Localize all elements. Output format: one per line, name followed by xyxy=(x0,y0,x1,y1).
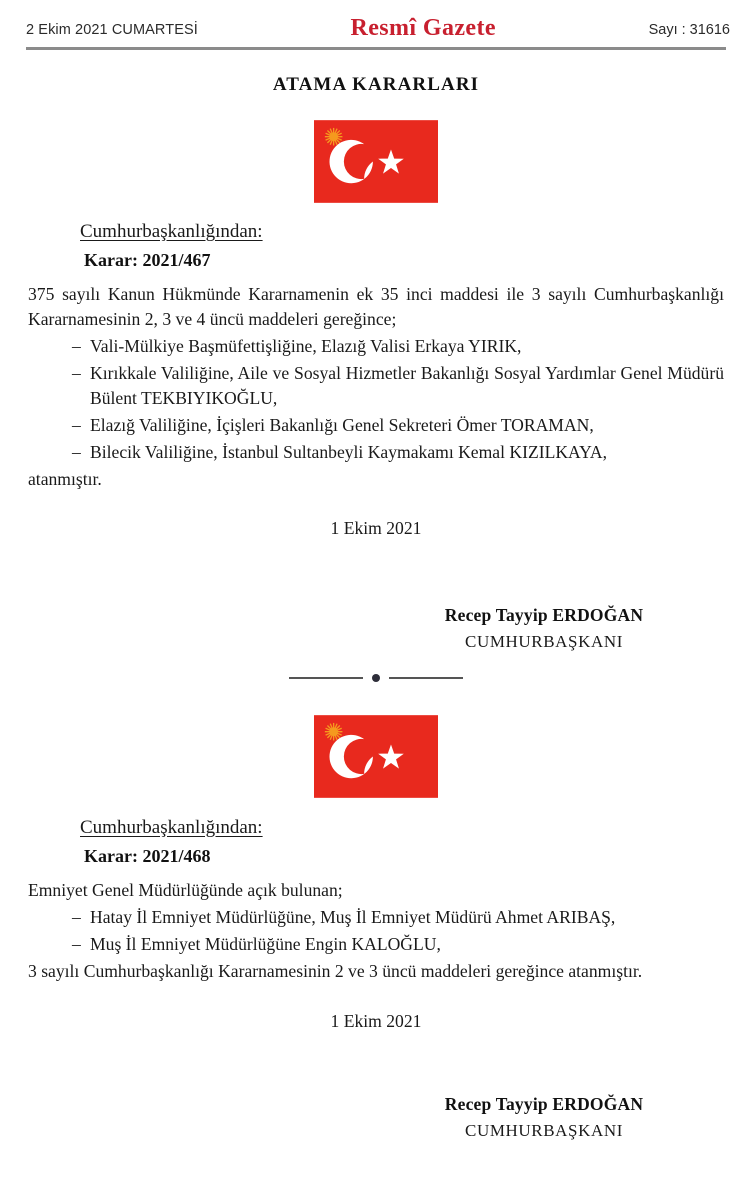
decree-date-1: 1 Ekim 2021 xyxy=(330,517,422,538)
masthead-issue-number: Sayı : 31616 xyxy=(648,22,730,38)
list-item-label: Hatay İl Emniyet Müdürlüğüne, Muş İl Emniyet Müdürü Ahmet ARIBAŞ, xyxy=(90,906,616,927)
sun-emblem xyxy=(325,723,343,741)
list-item-label: Muş İl Emniyet Müdürlüğüne Engin KALOĞLU, xyxy=(90,933,441,954)
decree-intro-1: 375 sayılı Kanun Hükmünde Kararnamenin ek 35 inci maddesi ile 3 sayılı Cumhurbaşkanlığı Kararnamesinin 2, 3 ve 4 üncü maddeleri gereğince; xyxy=(28,284,724,329)
list-item xyxy=(28,440,724,465)
turkish-flag-icon xyxy=(314,715,438,798)
signatory-name-2: Recep Tayyip ERDOĞAN xyxy=(444,1093,644,1114)
dash-bullet-icon: – xyxy=(72,933,81,954)
list-item-label: Bilecik Valiliğine, İstanbul Sultanbeyli Kaymakamı Kemal KIZILKAYA, xyxy=(90,441,607,462)
flag-container-2 xyxy=(0,715,752,798)
dash-bullet-icon: – xyxy=(72,414,81,435)
list-item-label: Elazığ Valiliğine, İçişleri Bakanlığı Genel Sekreteri Ömer TORAMAN, xyxy=(90,414,594,435)
dash-bullet-icon: – xyxy=(72,335,81,356)
decision-number-1: Karar: 2021/467 xyxy=(84,250,211,270)
divider-bar-right xyxy=(389,677,463,680)
section-divider xyxy=(0,674,752,682)
masthead-date: 2 Ekim 2021 CUMARTESİ xyxy=(26,22,198,38)
signature-block-2 xyxy=(394,1094,694,1141)
appointment-list-2 xyxy=(28,905,724,957)
page-title: ATAMA KARARLARI xyxy=(272,74,480,95)
dash-bullet-icon: – xyxy=(72,906,81,927)
signatory-name-1: Recep Tayyip ERDOĞAN xyxy=(444,604,644,625)
decree-tail-1: atanmıştır. xyxy=(28,468,102,489)
list-item-label: Kırıkkale Valiliğine, Aile ve Sosyal Hizmetler Bakanlığı Sosyal Yardımlar Genel Müdürü Bülent TEKBIYIKOĞLU, xyxy=(90,362,724,408)
appointment-list-1 xyxy=(28,334,724,465)
list-item xyxy=(28,905,724,930)
issuer-label-2: Cumhurbaşkanlığından: xyxy=(80,816,263,838)
masthead xyxy=(0,0,752,41)
list-item xyxy=(28,361,724,411)
signature-block-1 xyxy=(394,605,694,652)
signatory-title-2: CUMHURBAŞKANI xyxy=(465,1120,623,1140)
flag-container-1 xyxy=(0,120,752,203)
decree-block-2 xyxy=(0,817,752,1141)
list-item-label: Vali-Mülkiye Başmüfettişliğine, Elazığ Valisi Erkaya YIRIK, xyxy=(90,335,522,356)
divider-bar-left xyxy=(289,677,363,680)
decree-date-2: 1 Ekim 2021 xyxy=(330,1010,422,1031)
signatory-title-1: CUMHURBAŞKANI xyxy=(465,631,623,651)
divider-dot-icon xyxy=(372,674,380,682)
dash-bullet-icon: – xyxy=(72,441,81,462)
sun-emblem xyxy=(325,128,343,146)
list-item xyxy=(28,413,724,438)
decree-block-1 xyxy=(0,221,752,652)
decree-tail-2: 3 sayılı Cumhurbaşkanlığı Kararnamesinin 2 ve 3 üncü maddeleri gereğince atanmıştır. xyxy=(28,960,643,981)
list-item xyxy=(28,334,724,359)
list-item xyxy=(28,932,724,957)
issuer-label-1: Cumhurbaşkanlığından: xyxy=(80,221,263,242)
masthead-title: Resmî Gazete xyxy=(350,15,496,41)
decision-number-2: Karar: 2021/468 xyxy=(84,845,211,866)
decree-intro-2: Emniyet Genel Müdürlüğünde açık bulunan; xyxy=(28,879,343,900)
dash-bullet-icon: – xyxy=(72,362,81,383)
masthead-divider-rule xyxy=(26,47,726,50)
turkish-flag-icon xyxy=(314,120,438,203)
